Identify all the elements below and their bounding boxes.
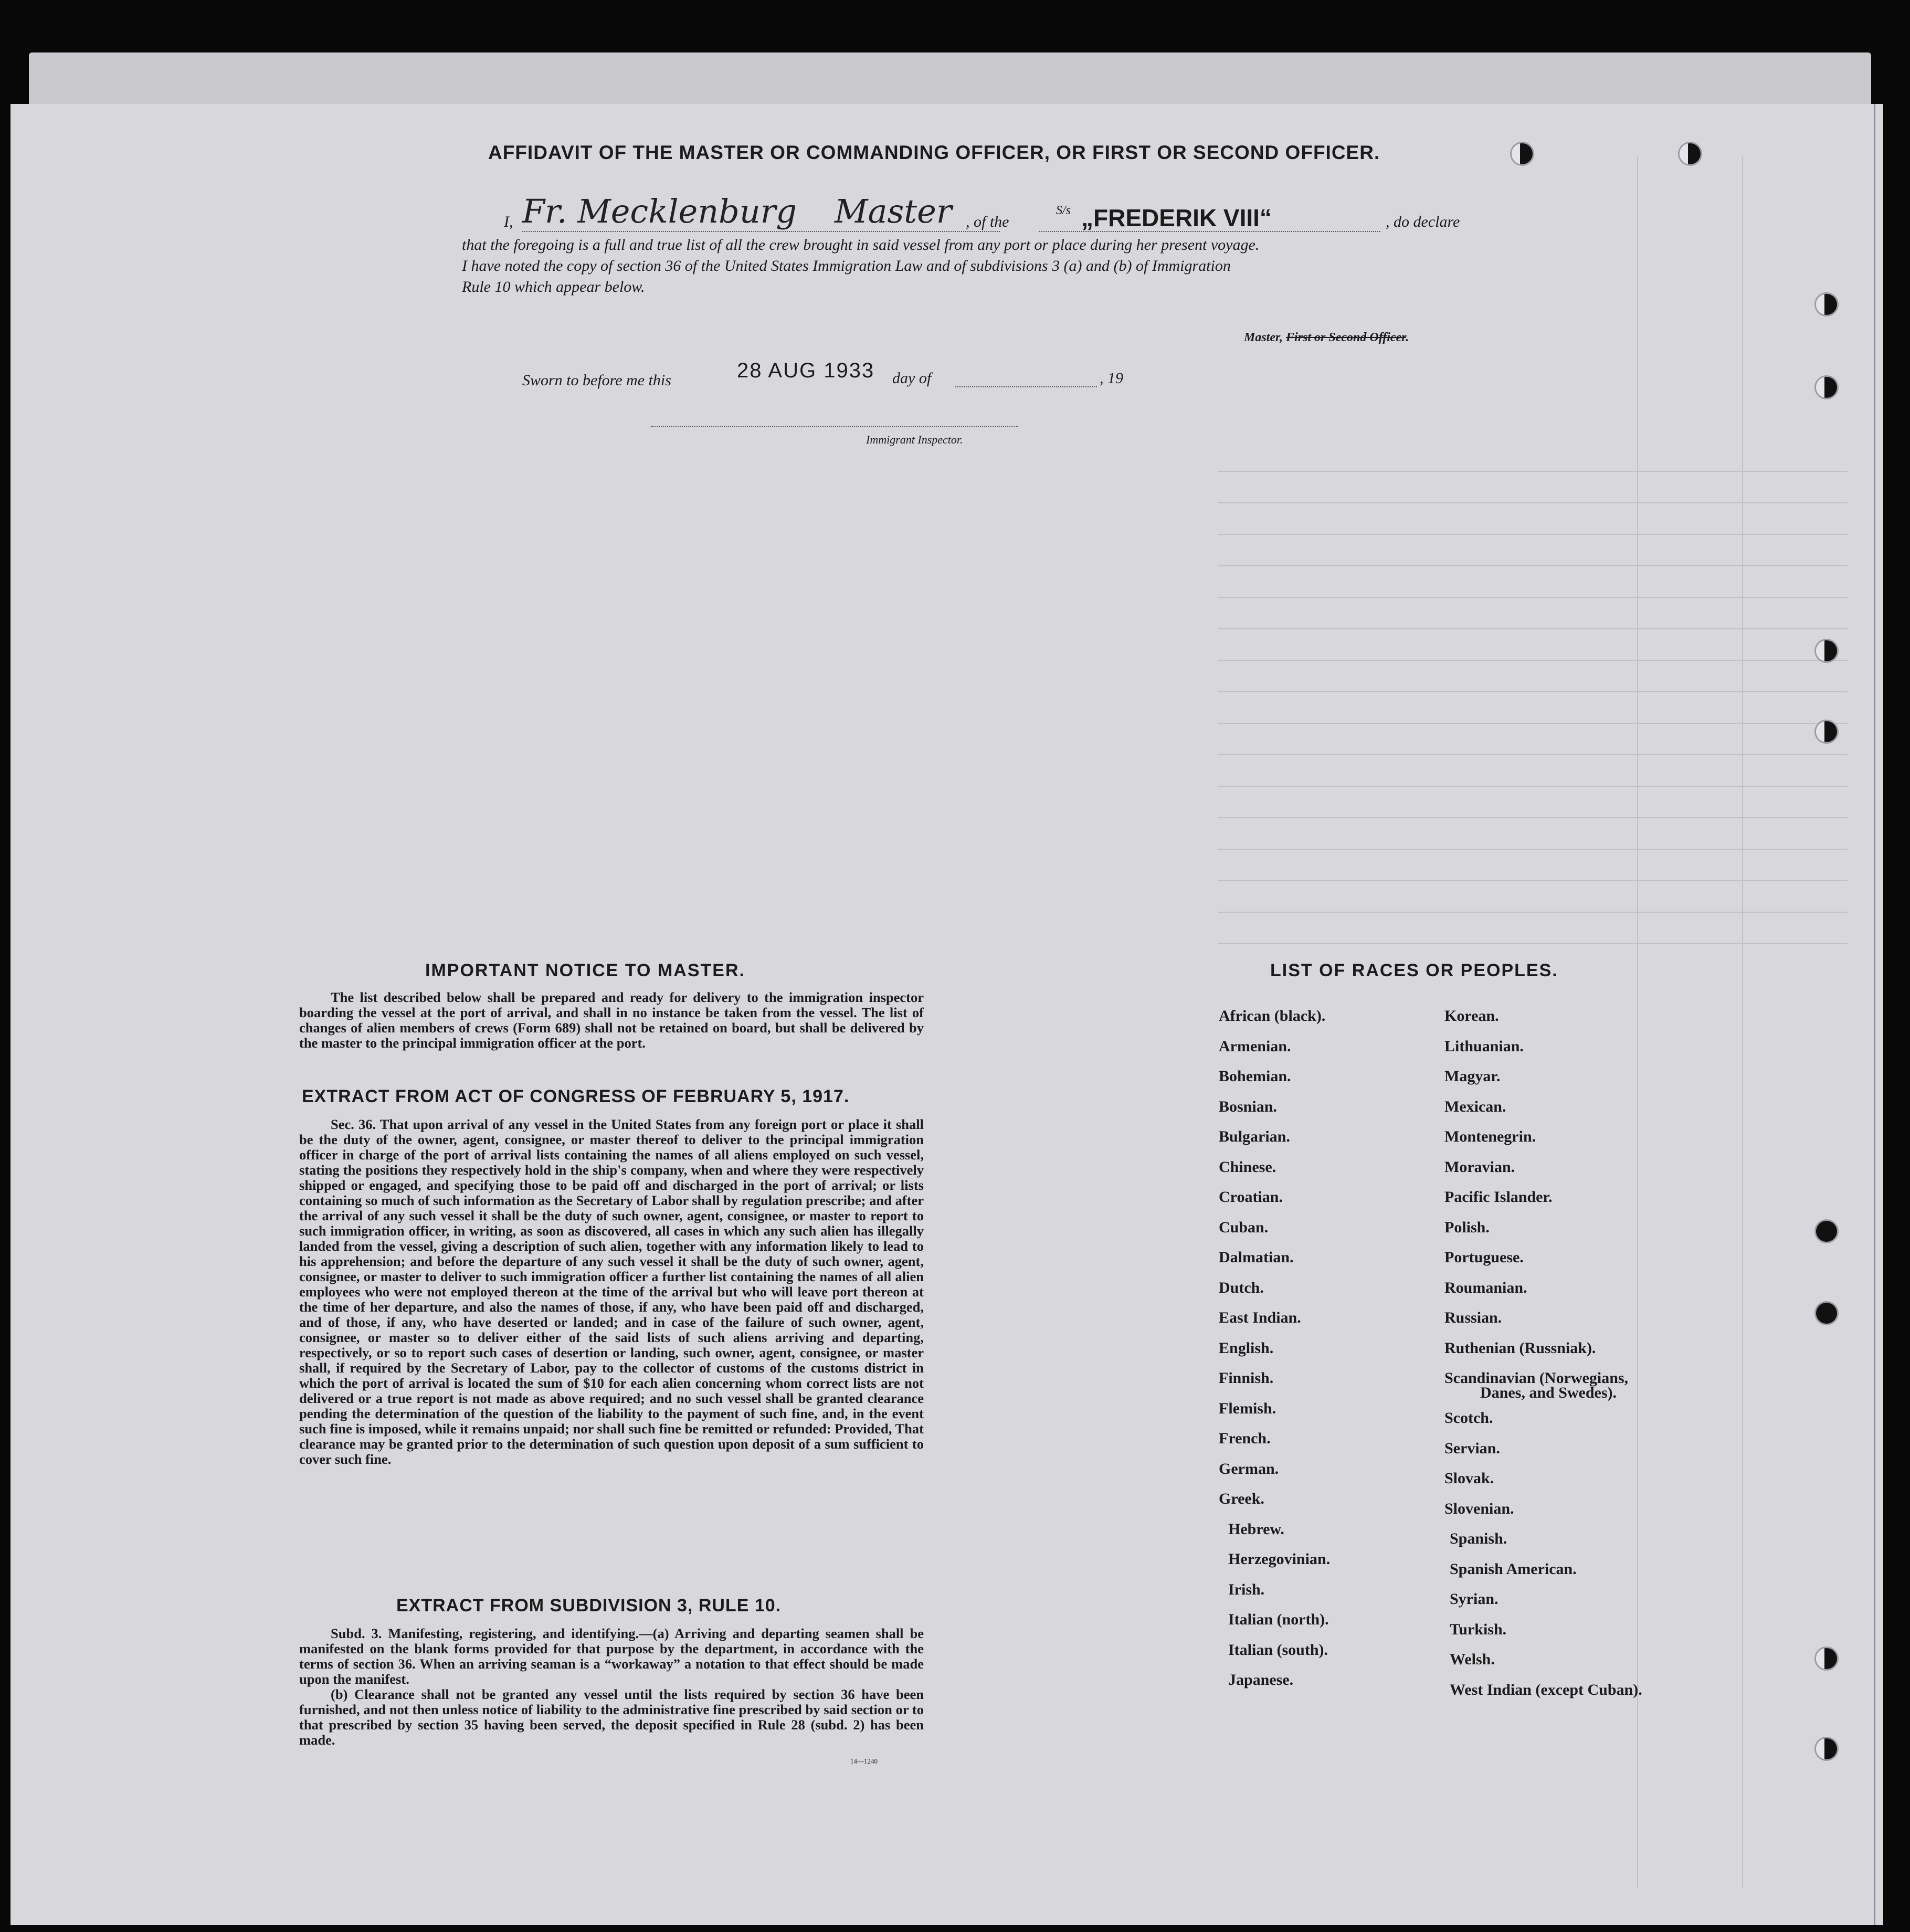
race-item: Hebrew. xyxy=(1228,1520,1284,1538)
binder-hole xyxy=(1816,1221,1837,1242)
master-signature: Fr. Mecklenburg xyxy=(522,192,797,230)
race-item: East Indian. xyxy=(1219,1309,1301,1326)
ship-name-line xyxy=(1039,231,1380,232)
race-item: Italian (south). xyxy=(1228,1641,1328,1659)
races-title: LIST OF RACES OR PEOPLES. xyxy=(1270,960,1558,980)
race-item: Croatian. xyxy=(1219,1188,1283,1206)
bleed-through-lines xyxy=(10,104,1883,1925)
race-item: Roumanian. xyxy=(1444,1279,1527,1296)
year-suffix: , 19 xyxy=(1100,369,1123,387)
race-item: Scandinavian (Norwegians, xyxy=(1444,1369,1629,1387)
race-item: Finnish. xyxy=(1219,1369,1274,1387)
race-item: Italian (north). xyxy=(1228,1611,1329,1628)
race-item: Flemish. xyxy=(1219,1399,1276,1417)
race-item: Lithuanian. xyxy=(1444,1037,1524,1055)
section-36-paragraph: Sec. 36. That upon arrival of any vessel in the United States from any foreign port or place it shall be the duty of the owner, agent, consignee, or master thereof to deliver to the principal immigration officer in charge of the port of arrival lists containing the names of all aliens employed on such vessel, stating the positions they respectively hold in the ship's company, when and where they were respectively shipped or engaged, and specifying those to be paid off and discharged in the port of arrival; or lists containing so much of such information as the Secretary of Labor shall by regulation prescribe; and after the arrival of any such vessel it shall be the duty of such owner, agent, consignee, or master to report to such immigration officer, in writing, as soon as discovered, all cases in which any such alien has illegally landed from the vessel, giving a description of such alien, together with any information likely to lead to his apprehension; and before the departure of any such vessel it shall be the duty of such owner, agent, consignee, or master to deliver to such immigration officer a further list containing the names of all alien employees who were not employed thereon at the time of the arrival but who will leave port thereon at the time of her departure, and also the names of those, if any, who have been paid off and discharged, and of those, if any, who have deserted or landed; and in case of the failure of such owner, agent, consignee, or master so to deliver either of the said lists of such aliens arriving and departing, respectively, or so to report such cases of desertion or landing, such owner, agent, consignee, or master shall, if required by the Secretary of Labor, pay to the collector of customs of the customs district in which the port of arrival is located the sum of $10 for each alien concerning whom correct lists are not delivered or a true report is not made as above required; and no such vessel shall be granted clearance pending the determination of the question of the liability to the payment of such fine, and, in the event such fine is imposed, while it remains unpaid; nor shall such fine be remitted or refunded: Provided, That clearance may be granted prior to the determination of such question upon deposit of a sum sufficient to cover such fine. xyxy=(299,1116,924,1467)
race-item: Chinese. xyxy=(1219,1158,1276,1176)
race-item: Russian. xyxy=(1444,1309,1502,1326)
race-item: Bulgarian. xyxy=(1219,1128,1290,1145)
affidavit-do-declare: , do declare xyxy=(1386,213,1460,230)
binder-hole xyxy=(1816,294,1837,315)
subdivision-a-paragraph: Subd. 3. Manifesting, registering, and identifying.—(a) Arriving and departing seamen shall be manifested on the blank forms provided for that purpose by the department, in accordance with the terms of section 36. When an arriving seaman is a “workaway” a notation to that effect should be made upon the manifest. xyxy=(299,1625,924,1687)
binder-hole xyxy=(1816,377,1837,398)
affidavit-title: AFFIDAVIT OF THE MASTER OR COMMANDING OFFICER, OR FIRST OR SECOND OFFICER. xyxy=(488,142,1380,163)
extract-rule-body xyxy=(299,1626,924,1748)
notice-title: IMPORTANT NOTICE TO MASTER. xyxy=(425,960,745,980)
race-item: Bohemian. xyxy=(1219,1068,1291,1085)
race-item: Korean. xyxy=(1444,1007,1499,1025)
race-item: West Indian (except Cuban). xyxy=(1450,1681,1642,1698)
binder-hole xyxy=(1816,721,1837,742)
race-item: Moravian. xyxy=(1444,1158,1515,1176)
inspector-caption: Immigrant Inspector. xyxy=(866,433,963,446)
extract-act-title: EXTRACT FROM ACT OF CONGRESS OF FEBRUARY 5, 1917. xyxy=(302,1086,850,1106)
binder-hole xyxy=(1816,1303,1837,1324)
race-item: Dutch. xyxy=(1219,1279,1264,1296)
race-item: Scotch. xyxy=(1444,1409,1493,1427)
binder-hole xyxy=(1512,143,1533,164)
day-of-text: day of xyxy=(892,369,932,387)
race-item: Cuban. xyxy=(1219,1218,1269,1236)
affidavit-line-2: that the foregoing is a full and true list of all the crew brought in said vessel from any port or place during her present voyage. xyxy=(462,236,1260,254)
race-item: Herzegovinian. xyxy=(1228,1550,1331,1568)
race-item: French. xyxy=(1219,1430,1271,1447)
binder-hole xyxy=(1816,1738,1837,1759)
manifest-page xyxy=(10,104,1883,1925)
binder-hole xyxy=(1680,143,1701,164)
race-item: Danes, and Swedes). xyxy=(1480,1384,1617,1401)
race-item: Bosnian. xyxy=(1219,1097,1277,1115)
sworn-text: Sworn to before me this xyxy=(522,372,671,389)
race-item: Dalmatian. xyxy=(1219,1249,1294,1266)
affidavit-line-3: I have noted the copy of section 36 of the United States Immigration Law and of subdivisions 3 (a) and (b) of Immigration xyxy=(462,257,1231,275)
extract-rule-title: EXTRACT FROM SUBDIVISION 3, RULE 10. xyxy=(396,1596,782,1616)
inspector-signature-line xyxy=(651,426,1018,427)
binder-hole xyxy=(1816,1648,1837,1669)
ship-prefix: S/s xyxy=(1056,204,1071,217)
form-number: 14—1240 xyxy=(850,1757,878,1765)
race-item: Armenian. xyxy=(1219,1037,1291,1055)
race-item: Pacific Islander. xyxy=(1444,1188,1553,1206)
race-item: Mexican. xyxy=(1444,1097,1506,1115)
race-item: Japanese. xyxy=(1228,1671,1294,1688)
day-of-line xyxy=(955,386,1097,387)
signatory-caption: Master, First or Second Officer. xyxy=(1244,331,1409,344)
race-item: Syrian. xyxy=(1450,1590,1499,1608)
master-name-line xyxy=(522,231,1000,232)
race-item: Turkish. xyxy=(1450,1620,1507,1638)
master-title-handwritten: Master xyxy=(835,192,952,230)
date-stamp: 28 AUG 1933 xyxy=(737,359,875,382)
notice-body xyxy=(299,990,924,1051)
race-item: German. xyxy=(1219,1460,1279,1477)
race-item: Ruthenian (Russniak). xyxy=(1444,1339,1596,1357)
binder-hole xyxy=(1816,640,1837,661)
race-item: Spanish. xyxy=(1450,1530,1507,1547)
notice-paragraph: The list described below shall be prepared and ready for delivery to the immigration inspector boarding the vessel at the port of arrival, and shall in no instance be taken from the vessel. The list of changes of alien members of crews (Form 689) shall not be retained on board, but shall be delivered by the master to the principal immigration officer at the port. xyxy=(299,989,924,1051)
race-item: Irish. xyxy=(1228,1580,1265,1598)
affidavit-of-the: , of the xyxy=(966,213,1009,230)
race-item: Slovak. xyxy=(1444,1470,1494,1487)
race-item: Magyar. xyxy=(1444,1068,1501,1085)
race-item: Greek. xyxy=(1219,1490,1264,1507)
affidavit-line-4: Rule 10 which appear below. xyxy=(462,278,645,295)
subdivision-b-paragraph: (b) Clearance shall not be granted any vessel until the lists required by section 36 have been furnished, and not then unless notice of liability to the administrative fine prescribed by said section or to that prescribed by section 35 having been served, the deposit specified in Rule 28 (subd. 2) has been made. xyxy=(299,1686,924,1748)
race-item: Portuguese. xyxy=(1444,1249,1524,1266)
page-edge-line xyxy=(1874,104,1875,1925)
race-item: Spanish American. xyxy=(1450,1560,1577,1578)
race-item: Montenegrin. xyxy=(1444,1128,1536,1145)
ship-name: „FREDERIK VIII“ xyxy=(1081,204,1272,231)
extract-act-body xyxy=(299,1117,924,1467)
race-item: Slovenian. xyxy=(1444,1500,1514,1517)
race-item: English. xyxy=(1219,1339,1274,1357)
race-item: Welsh. xyxy=(1450,1651,1495,1668)
race-item: African (black). xyxy=(1219,1007,1326,1025)
race-item: Polish. xyxy=(1444,1218,1490,1236)
race-item: Servian. xyxy=(1444,1439,1500,1457)
affidavit-i-prefix: I, xyxy=(504,213,513,230)
